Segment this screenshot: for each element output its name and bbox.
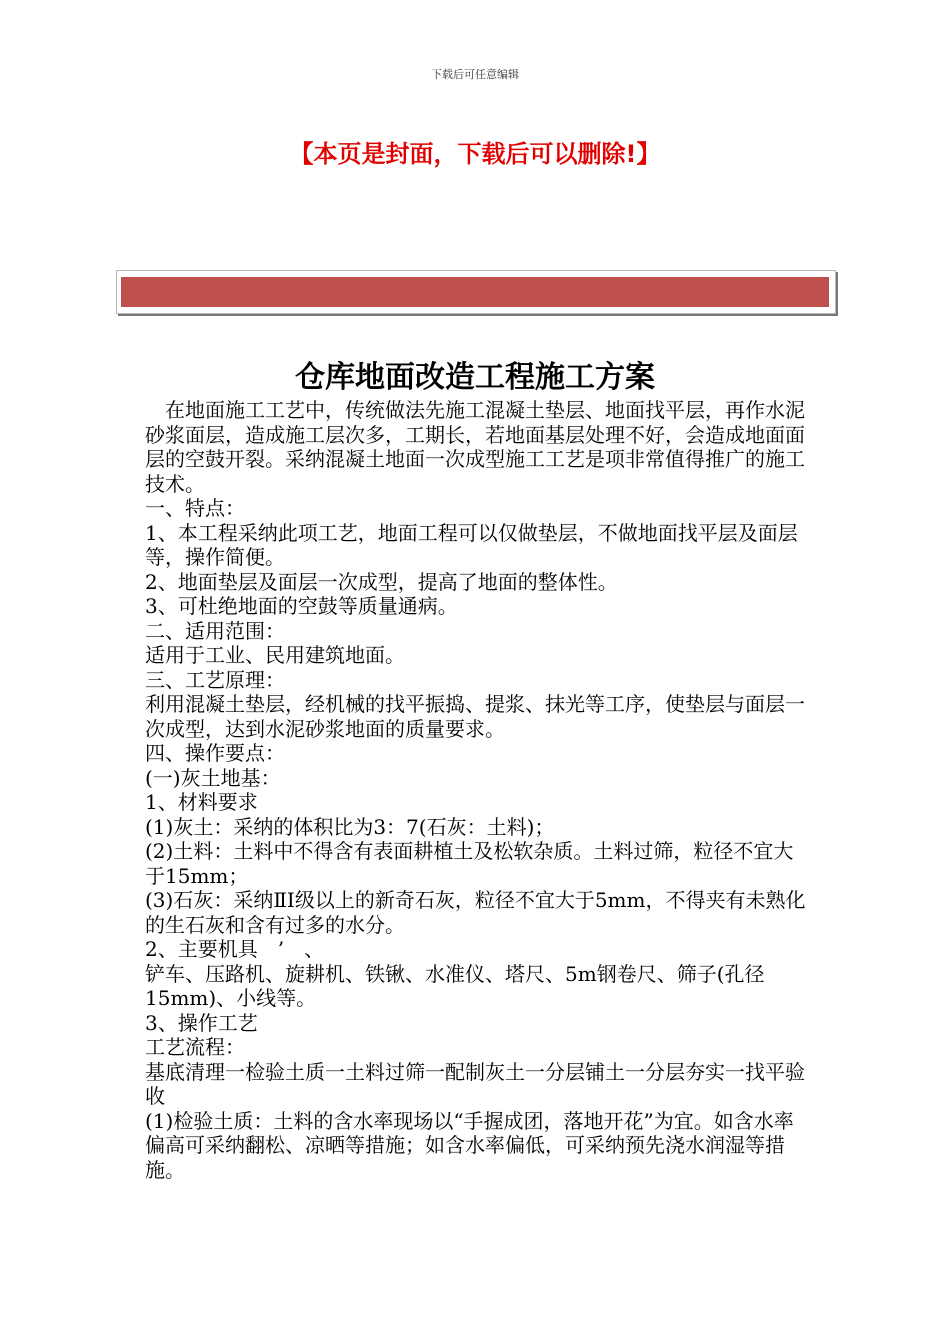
paragraph: 利用混凝土垫层，经机械的找平振捣、提浆、抹光等工序，使垫层与面层一次成型，达到水泥砂浆地面的质量要求。 xyxy=(145,692,805,741)
paragraph: 1、本工程采纳此项工艺，地面工程可以仅做垫层，不做地面找平层及面层等，操作简便。 xyxy=(145,520,798,569)
paragraph: (2)土料：土料中不得含有表面耕植土及松软杂质。土料过筛，粒径不宜大于15mm； xyxy=(145,839,794,888)
cover-notice: 【本页是封面，下载后可以删除!】 xyxy=(289,140,661,168)
subsection-heading: 3、操作工艺 xyxy=(145,1010,258,1035)
subsection-heading: (一)灰土地基： xyxy=(145,765,281,790)
paragraph: 适用于工业、民用建筑地面。 xyxy=(145,643,405,667)
section-heading: 二、适用范围： xyxy=(145,618,285,643)
paragraph: (1)检验土质：土料的含水率现场以“手握成团，落地开花”为宜。如含水率偏高可采纳翻松、凉晒等措施；如含水率偏低，可采纳预先浇水润湿等措施。 xyxy=(145,1108,794,1182)
paragraph: 基底清理一检验土质一土料过筛一配制灰土一分层铺土一分层夯实一找平验收 xyxy=(145,1059,805,1108)
section-heading: 一、特点： xyxy=(145,496,245,520)
paragraph: 工艺流程： xyxy=(145,1035,245,1059)
decorative-banner xyxy=(116,270,836,314)
document-title: 仓库地面改造工程施工方案 xyxy=(295,360,655,395)
subsection-heading: 2、主要机具 ’ 、 xyxy=(145,937,325,961)
banner-fill xyxy=(121,277,829,307)
paragraph: 3、可杜绝地面的空鼓等质量通病。 xyxy=(145,594,458,618)
paragraph: 2、地面垫层及面层一次成型，提高了地面的整体性。 xyxy=(145,569,618,594)
header-note: 下载后可任意编辑 xyxy=(431,68,519,81)
section-heading: 三、工艺原理： xyxy=(145,667,285,692)
subsection-heading: 1、材料要求 xyxy=(145,790,258,814)
paragraph: 在地面施工工艺中，传统做法先施工混凝土垫层、地面找平层，再作水泥砂浆面层，造成施工层次多，工期长，若地面基层处理不好，会造成地面面层的空鼓开裂。采纳混凝土地面一次成型施工工艺是项非常值得推广的施工技术。 xyxy=(145,398,805,496)
paragraph: (3)石灰：采纳ⅡⅠ级以上的新奇石灰，粒径不宜大于5mm，不得夹有未熟化的生石灰和含有过多的水分。 xyxy=(145,888,806,937)
paragraph: 铲车、压路机、旋耕机、铁锹、水准仪、塔尺、5m钢卷尺、筛子(孔径15mm)、小线等。 xyxy=(145,961,765,1010)
document-body xyxy=(145,398,809,1182)
paragraph: (1)灰土：采纳的体积比为3：7(石灰：土料)； xyxy=(145,814,555,839)
section-heading: 四、操作要点： xyxy=(145,741,285,765)
